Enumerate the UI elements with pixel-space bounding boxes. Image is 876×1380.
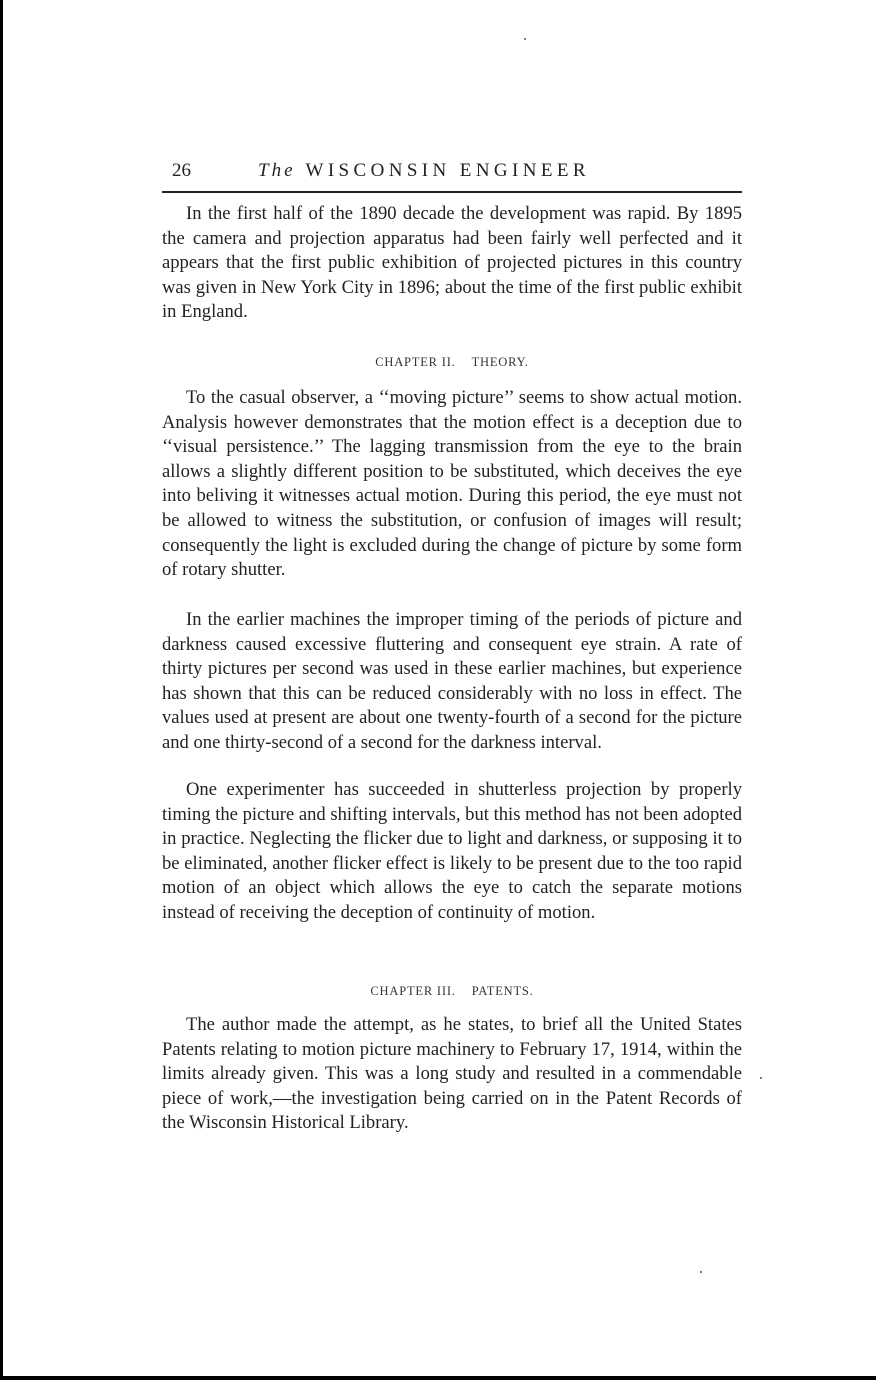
chapter-2-number: CHAPTER II. bbox=[375, 355, 456, 369]
scan-speck bbox=[760, 1077, 762, 1079]
chapter-3-number: CHAPTER III. bbox=[370, 984, 456, 998]
page-number: 26 bbox=[172, 160, 191, 181]
header-rule bbox=[162, 191, 742, 193]
scan-speck bbox=[524, 38, 526, 40]
journal-name: WISCONSIN ENGINEER bbox=[305, 160, 590, 181]
scan-speck bbox=[700, 1271, 702, 1273]
chapter-3-title: PATENTS. bbox=[471, 984, 534, 998]
chapter-2-heading bbox=[162, 355, 742, 370]
chapter-3-heading bbox=[162, 984, 742, 999]
paragraph-theory-3: One experimenter has succeeded in shutterless projection by properly timing the picture and shifting intervals, but this method has not been adopted in practice. Neglecting the flicker due to light and darkness, or supposing it to be eliminated, another flicker effect is likely to be present due to the too rapid motion of an object which allows the eye to catch the separate motions instead of receiving the deception of continuity of motion. bbox=[162, 779, 742, 923]
scan-bottom-border bbox=[0, 1376, 876, 1380]
journal-the: The bbox=[258, 160, 296, 181]
running-head bbox=[172, 160, 744, 186]
paragraph-patents: The author made the attempt, as he states, to brief all the United States Patents relating to motion picture machinery to February 17, 1914, within the limits already given. This was a long study and resulted in a commendable piece of work,—the investigation being carried on in the Patent Records of the Wisconsin Historical Library. bbox=[162, 1014, 742, 1134]
chapter-2-title: THEORY. bbox=[471, 355, 529, 369]
paragraph-theory-1: To the casual observer, a ‘‘moving picture’’ seems to show actual motion. Analysis however demonstrates that the motion effect is a deception due to ‘‘visual persistence.’’ The lagging transmission from the eye to the brain allows a slightly different position to be substituted, which deceives the eye into beliving it witnesses actual motion. During this period, the eye must not be allowed to witness the substitution, or confusion of images will result; consequently the light is excluded during the change of picture by some form of rotary shutter. bbox=[162, 387, 742, 581]
scan-left-border bbox=[0, 0, 3, 1380]
journal-title bbox=[258, 160, 590, 182]
paragraph-history: In the first half of the 1890 decade the development was rapid. By 1895 the camera and projection apparatus had been fairly well perfected and it appears that the first public exhibition of projected pictures in this country was given in New York City in 1896; about the time of the first public exhibit in England. bbox=[162, 203, 742, 323]
paragraph-theory-2: In the earlier machines the improper timing of the periods of picture and darkness caused excessive fluttering and consequent eye strain. A rate of thirty pictures per second was used in these earlier machines, but experience has shown that this can be reduced considerably with no loss in effect. The values used at present are about one twenty-fourth of a second for the picture and one thirty-second of a second for the darkness interval. bbox=[162, 609, 742, 753]
